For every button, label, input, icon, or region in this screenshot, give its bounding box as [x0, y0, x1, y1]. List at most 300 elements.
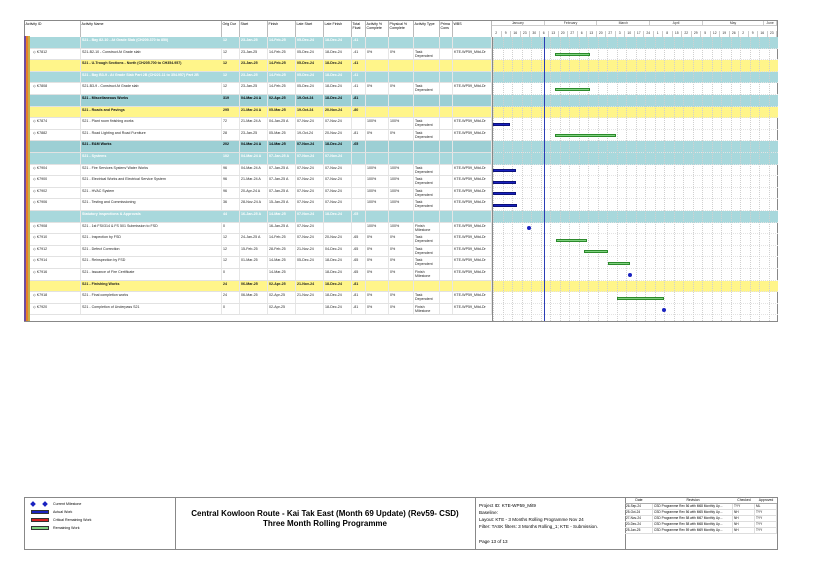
start-cell: 16-Jan-25 A	[240, 211, 268, 222]
late-start-cell: 07-Nov-24	[296, 199, 324, 210]
revision-cell: CSD Programme Rev 56 with M65 Monthly Up...	[653, 510, 733, 516]
wbs-band-row[interactable]	[25, 107, 492, 119]
activity-row[interactable]	[25, 257, 492, 269]
total-float-cell	[352, 199, 366, 210]
remaining-work-bar[interactable]	[555, 134, 616, 137]
wbs-band-row[interactable]	[25, 60, 492, 72]
revision-cell: CSD Programme Rev 58 with M67 Monthly Up...	[653, 516, 733, 522]
legend-label: Actual Work	[53, 510, 73, 514]
activity-type-cell	[414, 107, 440, 118]
late-finish-cell: 20-Nov-24	[324, 234, 352, 245]
start-cell: 23-Jan-25	[240, 83, 268, 94]
orig-dur-cell: 12	[222, 37, 240, 48]
finish-cell: 16-Jan-25 A	[268, 223, 296, 234]
finish-cell: 04-Jan-25 A	[268, 118, 296, 129]
total-float-cell: -41	[352, 37, 366, 48]
late-start-cell: 05-Dec-24	[296, 37, 324, 48]
remaining-work-bar[interactable]	[555, 53, 590, 56]
legend-label: Current Milestone	[53, 502, 82, 506]
primary-constraint-cell	[440, 188, 453, 199]
week-label: 13	[587, 31, 597, 37]
revision-cell: ML	[755, 504, 777, 510]
week-gridline	[721, 37, 722, 321]
col-header-start[interactable]: Start	[240, 21, 268, 37]
activity-type-cell: Task Dependent	[414, 188, 440, 199]
revision-cell: NH	[733, 528, 755, 534]
start-cell: 23-Jan-25	[240, 130, 268, 141]
wbs-cell	[453, 37, 492, 48]
start-cell: 01-Mar-25	[240, 257, 268, 268]
week-label: 3	[616, 31, 626, 37]
wbs-cell: KTE-WP59_Mitd-Dr	[453, 165, 492, 176]
primary-constraint-cell	[440, 211, 453, 222]
week-label: 27	[606, 31, 616, 37]
activity-type-cell	[414, 153, 440, 164]
wbs-band-row[interactable]	[25, 95, 492, 107]
finish-cell: 14-Mar-25	[268, 211, 296, 222]
week-gridline	[731, 37, 732, 321]
activity-id-cell: ◇ K7914	[25, 257, 81, 268]
activity-row[interactable]	[25, 176, 492, 188]
legend-label: Critical Remaining Work	[53, 518, 92, 522]
activity-pct-cell: 100%	[366, 118, 389, 129]
wbs-cell	[453, 211, 492, 222]
orig-dur-cell: 12	[222, 234, 240, 245]
activity-id-cell	[25, 37, 81, 48]
physical-pct-cell	[389, 37, 414, 48]
remaining-work-bar[interactable]	[617, 297, 664, 300]
activity-row[interactable]	[25, 118, 492, 130]
orig-dur-cell: 12	[222, 49, 240, 60]
col-header-wbs[interactable]: WBS	[453, 21, 492, 37]
primary-constraint-cell	[440, 95, 453, 106]
week-label: 2	[739, 31, 749, 37]
activity-type-cell	[414, 281, 440, 292]
revision-cell: TYY	[755, 528, 777, 534]
week-gridline	[541, 37, 542, 321]
late-start-cell: 05-Dec-24	[296, 257, 324, 268]
late-finish-cell: 20-Nov-24	[324, 107, 352, 118]
milestone-marker[interactable]	[628, 273, 632, 277]
total-float-cell: -65	[352, 269, 366, 280]
week-gridline	[712, 37, 713, 321]
col-header-orig-dur[interactable]: Orig Dur	[222, 21, 240, 37]
primary-constraint-cell	[440, 292, 453, 303]
wbs-cell	[453, 281, 492, 292]
wbs-cell: KTE-WP59_Mitd-Dr	[453, 257, 492, 268]
week-gridline	[512, 37, 513, 321]
start-cell: 23-Jan-25	[240, 49, 268, 60]
finish-cell: 14-Feb-25	[268, 83, 296, 94]
activity-id-cell	[25, 211, 81, 222]
finish-cell: 14-Feb-25	[268, 37, 296, 48]
start-cell: 21-Mar-24 A	[240, 107, 268, 118]
start-cell: 04-Mar-24 A	[240, 153, 268, 164]
week-gridline	[493, 37, 494, 321]
week-gridline	[664, 37, 665, 321]
remaining-work-bar[interactable]	[584, 250, 608, 253]
activity-type-cell: Finish Milestone	[414, 304, 440, 315]
late-start-cell: 07-Nov-24	[296, 141, 324, 152]
week-gridline	[626, 37, 627, 321]
activity-pct-cell: 100%	[366, 188, 389, 199]
late-finish-cell: 18-Dec-24	[324, 211, 352, 222]
total-float-cell: -65	[352, 257, 366, 268]
activity-type-cell	[414, 95, 440, 106]
activity-pct-cell: 100%	[366, 165, 389, 176]
primary-constraint-cell	[440, 153, 453, 164]
late-finish-cell: 07-Nov-24	[324, 153, 352, 164]
week-gridline	[683, 37, 684, 321]
late-start-cell: 07-Nov-24	[296, 118, 324, 129]
month-label: January	[492, 21, 545, 26]
activity-name-cell: S21 - E&M Works	[82, 142, 112, 147]
finish-cell: 14-Feb-25	[268, 72, 296, 83]
physical-pct-cell	[389, 281, 414, 292]
start-cell: 24-Jan-25 A	[240, 234, 268, 245]
activity-id-cell	[25, 107, 81, 118]
activity-row[interactable]	[25, 304, 492, 316]
late-start-cell	[296, 269, 324, 280]
start-cell: 20-Apr-24 A	[240, 188, 268, 199]
activity-pct-cell: 0%	[366, 257, 389, 268]
physical-pct-cell: 100%	[389, 165, 414, 176]
activity-type-cell: Task Dependent	[414, 165, 440, 176]
wbs-cell	[453, 60, 492, 71]
activity-id-cell: ◇ K7918	[25, 292, 81, 303]
activity-pct-cell: 0%	[366, 49, 389, 60]
col-header-activity-type[interactable]: Activity Type	[414, 21, 440, 37]
activity-name-cell: S21 - Fire Services System/ Water Works	[81, 165, 222, 176]
week-label: 30	[530, 31, 540, 37]
activity-name-cell: S21 - Electrical Works and Electrical Service System	[81, 176, 222, 187]
finish-cell: 07-Jan-25 A	[268, 188, 296, 199]
week-label: 9	[502, 31, 512, 37]
primary-constraint-cell	[440, 165, 453, 176]
primary-constraint-cell	[440, 130, 453, 141]
total-float-cell: -81	[352, 304, 366, 315]
activity-pct-cell	[366, 107, 389, 118]
activity-row[interactable]	[25, 269, 492, 281]
remaining-work-bar[interactable]	[608, 262, 629, 265]
late-start-cell: 05-Dec-24	[296, 60, 324, 71]
total-float-cell	[352, 165, 366, 176]
activity-id-cell	[25, 153, 81, 164]
week-label: 27	[568, 31, 578, 37]
wbs-band-row[interactable]	[25, 141, 492, 153]
col-header-total-float[interactable]: Total Float	[352, 21, 366, 37]
activity-row[interactable]	[25, 83, 492, 95]
week-gridline	[702, 37, 703, 321]
physical-pct-cell: 0%	[389, 234, 414, 245]
activity-row[interactable]	[25, 188, 492, 200]
late-start-cell: 19-Oct-24	[296, 130, 324, 141]
finish-cell: 07-Jan-25 A	[268, 153, 296, 164]
activity-name-cell: S21 - Issuance of Fire Certificate	[81, 269, 222, 280]
total-float-cell: -80	[352, 107, 366, 118]
page-number: Page 13 of 13	[479, 539, 508, 544]
activity-row[interactable]	[25, 165, 492, 177]
activity-name-cell: S21 - U-Trough Sections - North (CH205.700 to CH354.957)	[82, 61, 182, 66]
primary-constraint-cell	[440, 176, 453, 187]
orig-dur-cell: 96	[222, 188, 240, 199]
activity-id-cell: ◇ K7904	[25, 165, 81, 176]
wbs-color-stripe	[24, 36, 31, 321]
actual-work-bar[interactable]	[493, 123, 510, 126]
week-gridline	[674, 37, 675, 321]
revision-header: Date	[625, 498, 653, 504]
orig-dur-cell: 12	[222, 257, 240, 268]
activity-name-cell: S21 - Road Lighting and Road Furniture	[81, 130, 222, 141]
finish-cell: 14-Feb-25	[268, 234, 296, 245]
milestone-marker[interactable]	[662, 308, 666, 312]
activity-name-cell: S21 - Systems	[82, 154, 107, 158]
physical-pct-cell: 0%	[389, 269, 414, 280]
week-label: 26	[730, 31, 740, 37]
activity-name-cell: S21 - Testing and Commissioning	[81, 199, 222, 210]
finish-cell: 15-Jan-25 A	[268, 199, 296, 210]
milestone-legend-icon	[31, 502, 49, 506]
wbs-cell	[453, 95, 492, 106]
col-header-primary-constraint[interactable]: Prima Cons	[440, 21, 453, 37]
activity-name-cell: S21 - Roads and Pavings	[82, 107, 125, 112]
baseline-text: Baseline:	[479, 510, 498, 515]
finish-cell: 02-Apr-25	[268, 281, 296, 292]
week-gridline	[769, 37, 770, 321]
activity-id-cell: ◇ K7808	[25, 83, 81, 94]
orig-dur-cell: 102	[222, 153, 240, 164]
remaining-work-bar[interactable]	[555, 88, 590, 91]
late-finish-cell: 18-Dec-24	[324, 72, 352, 83]
week-gridline	[655, 37, 656, 321]
activity-name-cell: S21 - Defect Correction	[81, 246, 222, 257]
week-gridline	[750, 37, 751, 321]
activity-row[interactable]	[25, 292, 492, 304]
week-label: 29	[692, 31, 702, 37]
month-label: June	[764, 21, 777, 26]
week-label: 20	[559, 31, 569, 37]
bar-legend-icon	[31, 518, 49, 522]
late-start-cell: 05-Dec-24	[296, 49, 324, 60]
revision-cell: 20-Dec-24	[625, 522, 653, 528]
primary-constraint-cell	[440, 49, 453, 60]
col-header-activity-pct[interactable]: Activity % Complete	[366, 21, 389, 37]
activity-id-cell: ◇ K7906	[25, 199, 81, 210]
start-cell: 04-Mar-24 A	[240, 141, 268, 152]
activity-pct-cell: 100%	[366, 223, 389, 234]
start-cell: 28-Nov-24 A	[240, 199, 268, 210]
late-start-cell: 05-Dec-24	[296, 72, 324, 83]
activity-row[interactable]	[25, 234, 492, 246]
week-gridline	[560, 37, 561, 321]
activity-name-cell: Statutory Inspections & Approvals	[82, 212, 141, 216]
bar-legend-icon	[31, 510, 49, 514]
week-gridline	[550, 37, 551, 321]
project-id-text: Project ID: KTE-WP59_Mit9	[479, 503, 536, 508]
week-gridline	[759, 37, 760, 321]
activity-pct-cell	[366, 60, 389, 71]
wbs-band-row[interactable]	[25, 153, 492, 165]
activity-row[interactable]	[25, 130, 492, 142]
wbs-cell: KTE-WP59_Mitd-Dr	[453, 223, 492, 234]
activity-pct-cell: 100%	[366, 176, 389, 187]
col-header-late-start[interactable]: Late Start	[296, 21, 324, 37]
activity-type-cell: Task Dependent	[414, 246, 440, 257]
physical-pct-cell	[389, 72, 414, 83]
orig-dur-cell: 36	[222, 199, 240, 210]
week-label: 20	[597, 31, 607, 37]
finish-cell: 02-Apr-25	[268, 292, 296, 303]
activity-type-cell: Finish Milestone	[414, 269, 440, 280]
orig-dur-cell: 0	[222, 269, 240, 280]
total-float-cell	[352, 188, 366, 199]
activity-id-cell: ◇ K7916	[25, 269, 81, 280]
week-label: 1	[654, 31, 664, 37]
physical-pct-cell	[389, 60, 414, 71]
primary-constraint-cell	[440, 199, 453, 210]
activity-name-cell: S21 - Reinspection by FSD	[81, 257, 222, 268]
activity-type-cell	[414, 211, 440, 222]
late-finish-cell: 18-Dec-24	[324, 141, 352, 152]
physical-pct-cell: 100%	[389, 176, 414, 187]
total-float-cell: -81	[352, 292, 366, 303]
activity-id-cell: ◇ K7874	[25, 118, 81, 129]
activity-id-cell: ◇ K7882	[25, 130, 81, 141]
activity-pct-cell: 0%	[366, 246, 389, 257]
primary-constraint-cell	[440, 37, 453, 48]
actual-work-bar[interactable]	[493, 169, 516, 172]
orig-dur-cell: 0	[222, 304, 240, 315]
total-float-cell	[352, 223, 366, 234]
start-cell: 23-Jan-25	[240, 72, 268, 83]
physical-pct-cell: 0%	[389, 130, 414, 141]
activity-type-cell: Finish Milestone	[414, 223, 440, 234]
activity-name-cell: S21 - HVAC System	[81, 188, 222, 199]
actual-work-bar[interactable]	[493, 181, 516, 184]
activity-name-cell: S21-B2-10 - Construct At Grade slab	[81, 49, 222, 60]
late-start-cell: 05-Dec-24	[296, 83, 324, 94]
week-gridline	[636, 37, 637, 321]
finish-cell: 07-Jan-25 A	[268, 165, 296, 176]
wbs-cell	[453, 153, 492, 164]
week-gridline	[607, 37, 608, 321]
late-finish-cell: 18-Dec-24	[324, 49, 352, 60]
week-label: 17	[635, 31, 645, 37]
col-header-activity-name[interactable]: Activity Name	[81, 21, 222, 37]
late-finish-cell: 04-Dec-24	[324, 246, 352, 257]
activity-row[interactable]	[25, 199, 492, 211]
week-gridline	[693, 37, 694, 321]
wbs-band-row[interactable]	[25, 211, 492, 223]
start-cell: 21-Mar-24 A	[240, 118, 268, 129]
activity-type-cell	[414, 72, 440, 83]
activity-pct-cell	[366, 95, 389, 106]
finish-cell: 07-Jan-25 A	[268, 176, 296, 187]
activity-pct-cell: 100%	[366, 199, 389, 210]
legend-label: Remaining Work	[53, 526, 80, 530]
orig-dur-cell: 72	[222, 118, 240, 129]
wbs-band-row[interactable]	[25, 281, 492, 293]
activity-id-cell: ◇ K7908	[25, 223, 81, 234]
week-gridline	[740, 37, 741, 321]
col-header-activity-id[interactable]: Activity ID	[25, 21, 81, 37]
col-header-late-finish[interactable]: Late Finish	[324, 21, 352, 37]
physical-pct-cell: 0%	[389, 292, 414, 303]
orig-dur-cell: 12	[222, 60, 240, 71]
week-label: 24	[644, 31, 654, 37]
week-gridline	[645, 37, 646, 321]
wbs-band-row[interactable]	[25, 37, 492, 49]
month-label: May	[703, 21, 764, 26]
finish-cell: 02-Apr-25	[268, 95, 296, 106]
activity-pct-cell	[366, 153, 389, 164]
orig-dur-cell: 96	[222, 165, 240, 176]
primary-constraint-cell	[440, 304, 453, 315]
activity-type-cell: Task Dependent	[414, 49, 440, 60]
filter-text: Filter: TASK filters: 3 Months Rolling_1; KTE - Submission.	[479, 524, 599, 529]
revision-cell: 26-Sep-24	[625, 504, 653, 510]
start-cell: 04-Mar-24 A	[240, 95, 268, 106]
activity-pct-cell: 0%	[366, 83, 389, 94]
total-float-cell: -41	[352, 72, 366, 83]
week-label: 8	[663, 31, 673, 37]
table-header	[25, 21, 777, 38]
physical-pct-cell	[389, 211, 414, 222]
revision-cell: 25-Oct-24	[625, 510, 653, 516]
actual-work-bar[interactable]	[493, 192, 516, 195]
primary-constraint-cell	[440, 107, 453, 118]
remaining-work-bar[interactable]	[556, 239, 587, 242]
primary-constraint-cell	[440, 223, 453, 234]
wbs-cell: KTE-WP59_Mitd-Dr	[453, 176, 492, 187]
late-finish-cell: 18-Dec-24	[324, 292, 352, 303]
physical-pct-cell: 100%	[389, 199, 414, 210]
start-cell: 04-Mar-24 A	[240, 165, 268, 176]
month-label: April	[650, 21, 703, 26]
activity-type-cell: Task Dependent	[414, 130, 440, 141]
week-label: 16	[511, 31, 521, 37]
activity-type-cell: Task Dependent	[414, 83, 440, 94]
gantt-chart-area	[492, 37, 778, 321]
orig-dur-cell: 24	[222, 292, 240, 303]
week-label: 19	[720, 31, 730, 37]
revision-table	[625, 498, 777, 549]
revision-cell: TYY	[755, 522, 777, 528]
wbs-band-row[interactable]	[25, 72, 492, 84]
physical-pct-cell: 100%	[389, 223, 414, 234]
col-header-physical-pct[interactable]: Physical % Complete	[389, 21, 414, 37]
orig-dur-cell: 12	[222, 246, 240, 257]
activity-row[interactable]	[25, 223, 492, 235]
activity-row[interactable]	[25, 49, 492, 61]
total-float-cell: -65	[352, 211, 366, 222]
revision-cell: NH	[733, 510, 755, 516]
project-title: Central Kowloon Route - Kai Tak East (Month 69 Update) (Rev59- CSD)	[191, 509, 459, 518]
activity-type-cell	[414, 60, 440, 71]
activity-pct-cell	[366, 211, 389, 222]
late-finish-cell	[324, 223, 352, 234]
activity-row[interactable]	[25, 246, 492, 258]
gantt-layout-table	[24, 20, 778, 322]
late-start-cell: 21-Nov-24	[296, 292, 324, 303]
physical-pct-cell	[389, 107, 414, 118]
col-header-finish[interactable]: Finish	[268, 21, 296, 37]
actual-work-bar[interactable]	[493, 204, 517, 207]
week-label: 22	[682, 31, 692, 37]
activity-id-cell	[25, 60, 81, 71]
late-start-cell	[296, 304, 324, 315]
primary-constraint-cell	[440, 141, 453, 152]
